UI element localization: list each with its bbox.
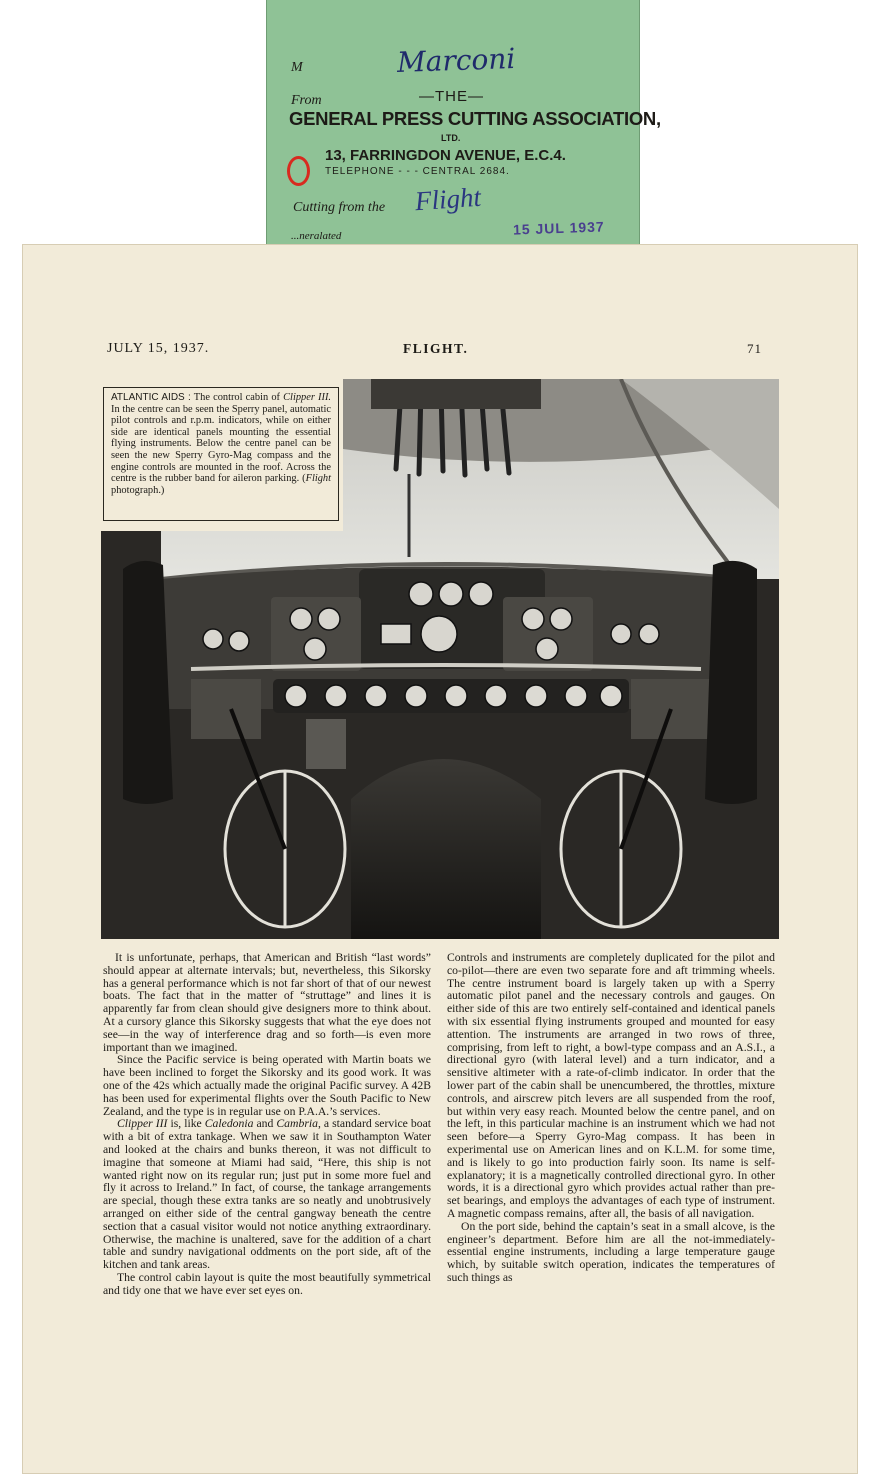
slip-cutting-label: Cutting from the	[293, 200, 386, 215]
slip-association-name: GENERAL PRESS CUTTING ASSOCIATION,	[289, 108, 661, 129]
caption-text-2: In the centre can be seen the Sperry panel, automatic pilot controls and r.p.m. indicators, while on either side are identical panels mounting the essential flying instruments. Below the centre panel can be seen the new Sperry Gyro-Mag compass and the engine controls are mounted in the roof. Across the centre is the rubber band for aileron parking. (	[111, 403, 331, 485]
page-title: FLIGHT.	[403, 341, 469, 356]
ship-name: Clipper III	[117, 1117, 168, 1131]
article-text: , a standard service boat with a bit of extra tankage. When we saw it in Southampton Water and looked at the chairs and bunks thereon, it was not difficult to imagine that someone at Miami had said, “Here, this ship is not wanted right now on its regular run; just put in some more fuel and fly it across to Ireland.” In fact, of course, the tankage arrangements are special, though these extra tanks are so neatly and unobtrusively arranged on either side of the central gangway beneath the centre section that a casual visitor would not notice anything extraordinary. Otherwise, the machine is unaltered, save for the addition of a chart table and sundry navigational oddments on the port side, aft of the kitchen and tank areas.	[103, 1117, 432, 1272]
red-circle-mark	[287, 156, 310, 186]
slip-cut-line-text: ...neralated	[291, 230, 342, 242]
photo-caption	[103, 387, 339, 521]
article-column-left	[103, 952, 431, 1298]
slip-telephone: TELEPHONE - - - CENTRAL 2684.	[325, 166, 510, 177]
ship-name: Cambria	[276, 1117, 318, 1131]
article-paragraph: Since the Pacific service is being operated with Martin boats we have been inclined to forget the Sikorsky and its good work. It was one of the 42s which actually made the original Pacific survey. A 42B has been used for experimental flights over the South Pacific to New Zealand, and the type is in regular use on P.A.A.’s services.	[103, 1053, 431, 1118]
article-paragraph: Controls and instruments are completely duplicated for the pilot and co-pilot—there are even two separate fore and aft trimming wheels. The centre instrument board is largely taken up with a Sperry automatic pilot panel and the necessary controls and gauges. On either side of this are two entirely self-contained and identical panels with six essential flying instruments grouped and mounted for easy attention. The instruments are arranged in two rows of three, comprising, from left to right, a bowl-type compass and an A.S.I., a directional gyro (with lateral level) and a turn indicator, and a sensitive altimeter with a rate-of-climb indicator. In order that the lower part of the cabin shall be unencumbered, the throttles, mixture controls, and airscrew pitch levers are all suspended from the roof, but within very easy reach. Mounted below the centre panel, and on the left, in this particular machine is an instrument which we had not seen before—a Sperry Gyro-Mag compass. It has been in experimental use on American lines and on K.L.M. for some time, and is likely to go into production fairly soon. Its name is self-explanatory; it is a magnetically controlled directional gyro. In other words, it is a directional gyro which provides actual rather than pre-set bearings, and employs the advantages of each type of instrument. A magnetic compass remains, after all, the basis of all navigation.	[447, 951, 775, 1220]
slip-the: —THE—	[419, 88, 484, 105]
page-number: 71	[747, 341, 762, 356]
slip-date-stamp: 15 JUL 1937	[512, 218, 605, 238]
caption-lead: ATLANTIC AIDS :	[111, 392, 191, 403]
slip-publication-handwriting: Flight	[413, 181, 482, 217]
caption-text-1: The control cabin of	[190, 392, 284, 403]
article-paragraph: On the port side, behind the captain’s seat in a small alcove, is the engineer’s department. Before him are all the not-immediately-essential engine instruments, including a large temperature gauge which, by suitable switch operation, indicates the temperatures of such things as	[447, 1219, 775, 1284]
press-cutting-slip	[266, 0, 661, 246]
article-paragraph: It is unfortunate, perhaps, that American and British “last words” should appear at alternate intervals; but, nevertheless, this Sikorsky has a general performance which is not far short of that of our newest boats. The fact that in the matter of “struttage” and lines it is apparently far from clean should give designers more to think about. At a cursory glance this Sikorsky suggests that what the eye does not see—in the way of interference drag and so forth—is even more important than we imagined.	[103, 951, 431, 1054]
caption-clipper-name: Clipper III.	[283, 392, 331, 403]
caption-text-3: photograph.)	[111, 484, 165, 496]
slip-client-handwriting: Marconi	[396, 41, 516, 80]
slip-address: 13, FARRINGDON AVENUE, E.C.4.	[325, 147, 566, 164]
magazine-page	[22, 244, 858, 1474]
slip-ltd: LTD.	[441, 133, 461, 143]
slip-m-label: M	[291, 60, 303, 75]
caption-credit: Flight	[305, 473, 331, 485]
page-date: JULY 15, 1937.	[107, 341, 210, 356]
article-paragraph	[103, 1118, 431, 1272]
article-text: is, like	[167, 1117, 205, 1131]
article-column-right	[447, 952, 775, 1285]
ship-name: Caledonia	[204, 1117, 254, 1131]
slip-from-label: From	[291, 93, 322, 108]
article-paragraph: The control cabin layout is quite the most beautifully symmetrical and tidy one that we have ever set eyes on.	[103, 1270, 431, 1297]
article-text: and	[253, 1117, 277, 1131]
